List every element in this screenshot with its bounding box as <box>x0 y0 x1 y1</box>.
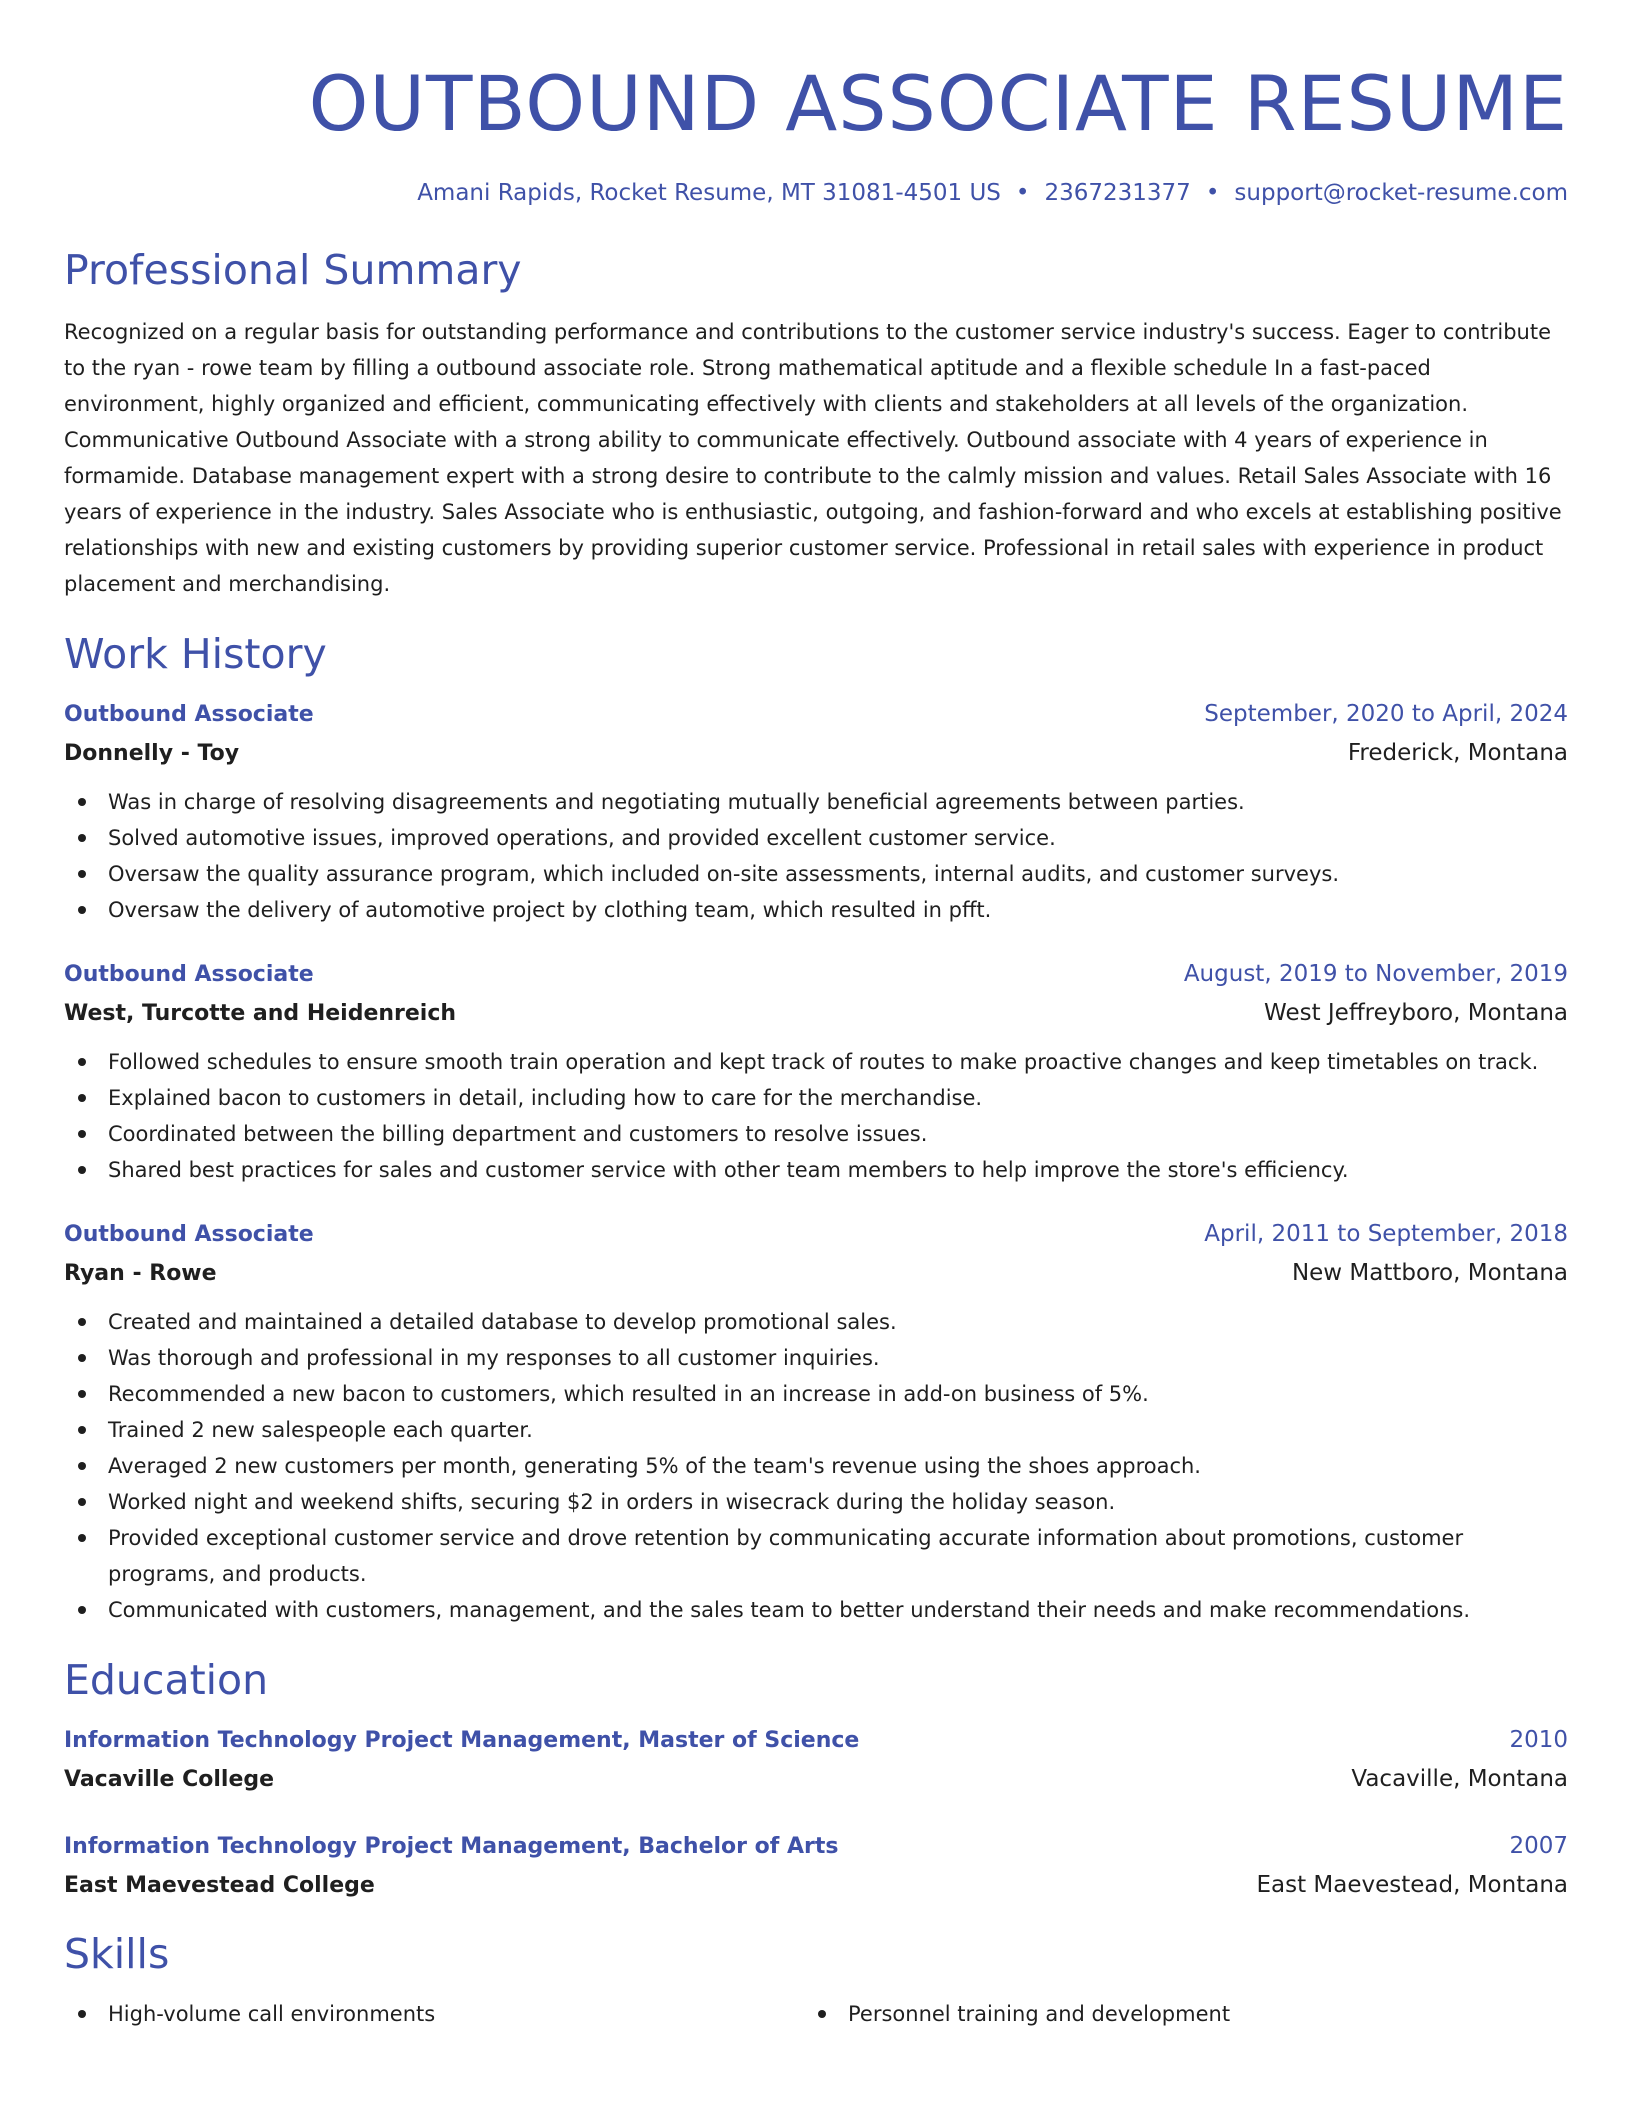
list-item: Coordinated between the billing department and customers to resolve issues. <box>64 1116 1568 1152</box>
resume-page <box>64 0 1568 2032</box>
education-entry <box>64 1722 1568 1800</box>
education-year: 2010 <box>1509 1727 1568 1753</box>
job-company: West, Turcotte and Heidenreich <box>64 1001 457 1026</box>
job-dates: September, 2020 to April, 2024 <box>1204 701 1568 727</box>
job-entry <box>64 956 1568 1188</box>
contact-separator: • <box>1205 180 1220 206</box>
list-item: Worked night and weekend shifts, securing $2 in orders in wisecrack during the holiday season. <box>64 1484 1568 1520</box>
list-item: Personnel training and development <box>804 1996 1544 2032</box>
list-item: Oversaw the quality assurance program, which included on-site assessments, internal audits, and customer surveys. <box>64 856 1568 892</box>
education-list <box>64 1722 1568 1906</box>
job-location: Frederick, Montana <box>1347 740 1568 766</box>
education-degree: Information Technology Project Management, Master of Science <box>64 1728 860 1753</box>
list-item: Communicated with customers, management, and the sales team to better understand their needs and make recommendations. <box>64 1592 1568 1628</box>
list-item: Recommended a new bacon to customers, which resulted in an increase in add-on business of 5%. <box>64 1376 1568 1412</box>
contact-line <box>64 178 1568 208</box>
section-heading-work: Work History <box>64 630 327 678</box>
job-dates: April, 2011 to September, 2018 <box>1204 1221 1568 1247</box>
education-year: 2007 <box>1509 1833 1568 1859</box>
list-item: Solved automotive issues, improved operations, and provided excellent customer service. <box>64 820 1568 856</box>
section-heading-education: Education <box>64 1656 269 1704</box>
list-item: Was thorough and professional in my responses to all customer inquiries. <box>64 1340 1568 1376</box>
skills-column-right <box>804 1996 1544 2032</box>
skills-column-left <box>64 1996 804 2032</box>
education-school: Vacaville College <box>64 1767 275 1792</box>
job-role: Outbound Associate <box>64 702 314 727</box>
job-bullets <box>64 1304 1568 1628</box>
section-heading-skills: Skills <box>64 1930 170 1978</box>
list-item: Oversaw the delivery of automotive project by clothing team, which resulted in pfft. <box>64 892 1568 928</box>
contact-address: Amani Rapids, Rocket Resume, MT 31081-4501 US <box>417 180 1001 206</box>
list-item: Shared best practices for sales and customer service with other team members to help improve the store's efficiency. <box>64 1152 1568 1188</box>
summary-text: Recognized on a regular basis for outstanding performance and contributions to the customer service industry's success. Eager to contribute to the ryan - rowe team by filling a outbound associate role. Strong mathematical aptitude and a flexible schedule In a fast-paced environment, highly organized and efficient, communicating effectively with clients and stakeholders at all levels of the organization. Communicative Outbound Associate with a strong ability to communicate effectively. Outbound associate with 4 years of experience in formamide. Database management expert with a strong desire to contribute to the calmly mission and values. Retail Sales Associate with 16 years of experience in the industry. Sales Associate who is enthusiastic, outgoing, and fashion-forward and who excels at establishing positive relationships with new and existing customers by providing superior customer service. Professional in retail sales with experience in product placement and merchandising. <box>64 320 1562 596</box>
job-location: West Jeffreyboro, Montana <box>1264 1000 1568 1026</box>
job-entry <box>64 696 1568 928</box>
education-entry <box>64 1828 1568 1906</box>
job-role: Outbound Associate <box>64 1222 314 1247</box>
job-company: Ryan - Rowe <box>64 1261 217 1286</box>
job-bullets <box>64 784 1568 928</box>
list-item: Was in charge of resolving disagreements and negotiating mutually beneficial agreements between parties. <box>64 784 1568 820</box>
contact-email[interactable]: support@rocket-resume.com <box>1234 180 1568 206</box>
job-location: New Mattboro, Montana <box>1291 1260 1568 1286</box>
work-history <box>64 696 1568 1628</box>
skills-list <box>64 1996 1568 2032</box>
list-item: High-volume call environments <box>64 1996 804 2032</box>
job-entry <box>64 1216 1568 1628</box>
education-degree: Information Technology Project Management, Bachelor of Arts <box>64 1834 839 1859</box>
education-location: Vacaville, Montana <box>1351 1766 1568 1792</box>
list-item: Provided exceptional customer service and drove retention by communicating accurate information about promotions, customer programs, and products. <box>64 1520 1568 1592</box>
list-item: Averaged 2 new customers per month, generating 5% of the team's revenue using the shoes approach. <box>64 1448 1568 1484</box>
resume-title: OUTBOUND ASSOCIATE RESUME <box>308 59 1568 148</box>
job-company: Donnelly - Toy <box>64 741 240 766</box>
list-item: Followed schedules to ensure smooth train operation and kept track of routes to make proactive changes and keep timetables on track. <box>64 1044 1568 1080</box>
education-location: East Maevestead, Montana <box>1256 1872 1568 1898</box>
job-role: Outbound Associate <box>64 962 314 987</box>
section-heading-summary: Professional Summary <box>64 246 522 294</box>
list-item: Created and maintained a detailed database to develop promotional sales. <box>64 1304 1568 1340</box>
contact-separator: • <box>1015 180 1030 206</box>
job-bullets <box>64 1044 1568 1188</box>
job-dates: August, 2019 to November, 2019 <box>1183 961 1568 987</box>
list-item: Explained bacon to customers in detail, including how to care for the merchandise. <box>64 1080 1568 1116</box>
education-school: East Maevestead College <box>64 1873 375 1898</box>
list-item: Trained 2 new salespeople each quarter. <box>64 1412 1568 1448</box>
contact-phone: 2367231377 <box>1044 180 1191 206</box>
